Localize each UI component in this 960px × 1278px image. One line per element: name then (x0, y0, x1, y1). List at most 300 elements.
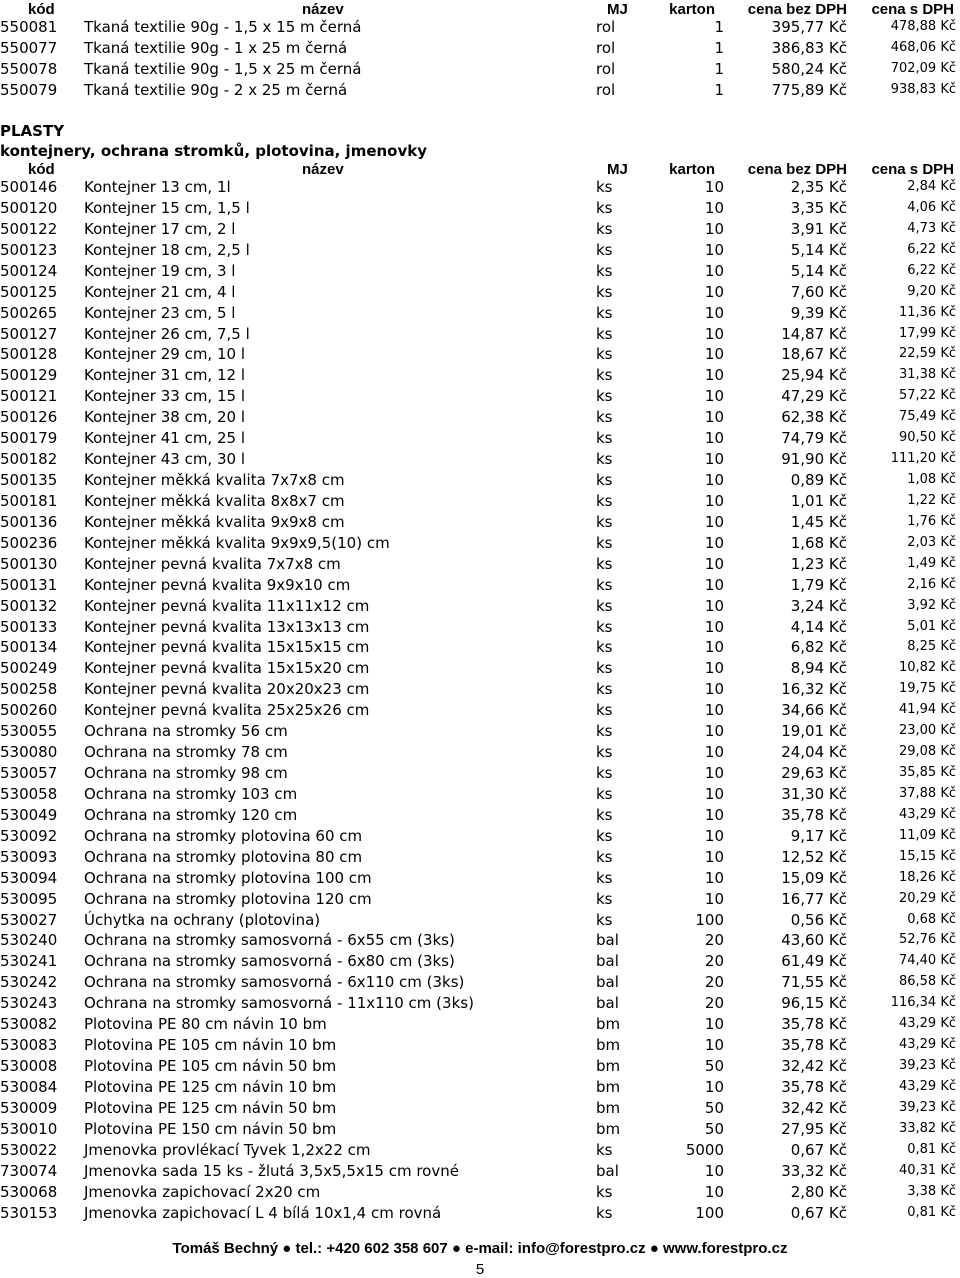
cell-vat: 40,31 Kč (898, 1162, 956, 1178)
header-price: cena bez DPH (747, 161, 847, 178)
cell-price: 35,78 Kč (781, 805, 847, 824)
cell-vat: 43,29 Kč (898, 1037, 956, 1053)
table-row (0, 554, 960, 574)
cell-vat: 6,22 Kč (907, 241, 956, 257)
cell-code: 530027 (0, 910, 58, 929)
cell-code: 500136 (0, 512, 58, 531)
cell-karton: 10 (704, 408, 724, 427)
cell-code: 500133 (0, 617, 58, 636)
cell-code: 500260 (0, 701, 58, 720)
cell-price: 35,78 Kč (781, 1015, 847, 1034)
header-mj: MJ (607, 161, 628, 178)
table-row (0, 261, 960, 281)
cell-karton: 10 (704, 659, 724, 678)
cell-vat: 52,76 Kč (898, 932, 956, 948)
cell-mj: ks (596, 303, 613, 322)
table-row (0, 303, 960, 323)
cell-mj: ks (596, 784, 613, 803)
cell-vat: 5,01 Kč (907, 618, 956, 634)
cell-price: 1,01 Kč (790, 491, 847, 510)
cell-karton: 10 (704, 868, 724, 887)
table-row (0, 1014, 960, 1034)
cell-name: Ochrana na stromky plotovina 100 cm (84, 868, 372, 887)
cell-price: 12,52 Kč (781, 847, 847, 866)
cell-mj: ks (596, 512, 613, 531)
cell-vat: 9,20 Kč (907, 283, 956, 299)
cell-vat: 11,09 Kč (898, 827, 956, 843)
cell-karton: 10 (704, 784, 724, 803)
cell-name: Tkaná textilie 90g - 1,5 x 15 m černá (84, 18, 362, 36)
table-row (0, 889, 960, 909)
cell-name: Plotovina PE 125 cm návin 50 bm (84, 1098, 337, 1117)
cell-karton: 100 (695, 910, 724, 929)
cell-code: 500128 (0, 345, 58, 364)
cell-price: 9,39 Kč (790, 303, 847, 322)
cell-vat: 20,29 Kč (898, 890, 956, 906)
cell-karton: 10 (704, 701, 724, 720)
header-mj: MJ (607, 1, 628, 18)
table-row (0, 868, 960, 888)
cell-karton: 10 (704, 178, 724, 196)
cell-price: 19,01 Kč (781, 722, 847, 741)
cell-price: 1,68 Kč (790, 533, 847, 552)
cell-price: 2,80 Kč (790, 1182, 847, 1201)
cell-code: 530094 (0, 868, 58, 887)
cell-name: Kontejner pevná kvalita 20x20x23 cm (84, 680, 370, 699)
cell-price: 32,42 Kč (781, 1098, 847, 1117)
cell-price: 1,79 Kč (790, 575, 847, 594)
cell-name: Kontejner pevná kvalita 7x7x8 cm (84, 554, 341, 573)
cell-code: 530240 (0, 931, 58, 950)
cell-code: 530055 (0, 722, 58, 741)
cell-vat: 22,59 Kč (898, 346, 956, 362)
cell-code: 530242 (0, 973, 58, 992)
cell-price: 0,67 Kč (790, 1140, 847, 1159)
cell-price: 35,78 Kč (781, 1077, 847, 1096)
table-row (0, 658, 960, 678)
cell-vat: 0,81 Kč (907, 1204, 956, 1220)
cell-mj: ks (596, 387, 613, 406)
cell-mj: bm (596, 1057, 621, 1076)
footer-contact: Tomáš Bechný ● tel.: +420 602 358 607 ● e-mail: info@forestpro.cz ● www.forestpro.cz (172, 1240, 788, 1257)
cell-code: 530243 (0, 994, 58, 1013)
cell-mj: ks (596, 1140, 613, 1159)
cell-karton: 10 (704, 638, 724, 657)
cell-mj: ks (596, 722, 613, 741)
cell-karton: 10 (704, 680, 724, 699)
cell-vat: 111,20 Kč (890, 451, 956, 467)
cell-karton: 10 (704, 1161, 724, 1180)
cell-karton: 10 (704, 240, 724, 259)
cell-code: 550077 (0, 39, 58, 57)
cell-mj: rol (596, 81, 616, 99)
cell-price: 14,87 Kč (781, 324, 847, 343)
cell-code: 500146 (0, 178, 58, 196)
cell-vat: 15,15 Kč (898, 848, 956, 864)
table-row (0, 930, 960, 950)
cell-price: 386,83 Kč (771, 39, 847, 57)
table-row (0, 177, 960, 197)
cell-mj: bm (596, 1077, 621, 1096)
cell-price: 395,77 Kč (771, 18, 847, 36)
cell-price: 0,56 Kč (790, 910, 847, 929)
cell-vat: 23,00 Kč (898, 723, 956, 739)
cell-mj: ks (596, 847, 613, 866)
cell-mj: ks (596, 261, 613, 280)
table-row (0, 449, 960, 469)
cell-mj: ks (596, 805, 613, 824)
cell-karton: 1 (714, 60, 724, 78)
cell-vat: 37,88 Kč (898, 785, 956, 801)
cell-vat: 1,49 Kč (907, 555, 956, 571)
cell-karton: 1 (714, 39, 724, 57)
cell-karton: 10 (704, 533, 724, 552)
cell-code: 530009 (0, 1098, 58, 1117)
cell-price: 8,94 Kč (790, 659, 847, 678)
header-karton: karton (669, 1, 715, 18)
cell-mj: ks (596, 910, 613, 929)
cell-vat: 702,09 Kč (890, 61, 956, 76)
cell-name: Kontejner měkká kvalita 9x9x9,5(10) cm (84, 533, 390, 552)
cell-karton: 1 (714, 18, 724, 36)
cell-name: Plotovina PE 105 cm návin 10 bm (84, 1036, 337, 1055)
cell-vat: 2,03 Kč (907, 534, 956, 550)
cell-code: 500125 (0, 282, 58, 301)
table-row (0, 17, 960, 37)
cell-code: 530068 (0, 1182, 58, 1201)
table-row (0, 700, 960, 720)
cell-mj: bm (596, 1098, 621, 1117)
cell-mj: ks (596, 701, 613, 720)
cell-name: Kontejner pevná kvalita 13x13x13 cm (84, 617, 370, 636)
cell-vat: 938,83 Kč (890, 82, 956, 97)
table-row (0, 972, 960, 992)
cell-mj: ks (596, 868, 613, 887)
cell-price: 29,63 Kč (781, 764, 847, 783)
cell-name: Kontejner pevná kvalita 15x15x15 cm (84, 638, 370, 657)
cell-vat: 2,16 Kč (907, 576, 956, 592)
cell-name: Plotovina PE 150 cm návin 50 bm (84, 1119, 337, 1138)
cell-code: 550078 (0, 60, 58, 78)
cell-vat: 74,40 Kč (898, 953, 956, 969)
cell-karton: 10 (704, 471, 724, 490)
header-karton: karton (669, 161, 715, 178)
table-row (0, 805, 960, 825)
table-row (0, 38, 960, 58)
cell-price: 62,38 Kč (781, 408, 847, 427)
cell-karton: 10 (704, 575, 724, 594)
cell-price: 35,78 Kč (781, 1036, 847, 1055)
cell-code: 500123 (0, 240, 58, 259)
cell-code: 530153 (0, 1203, 58, 1222)
table-row (0, 784, 960, 804)
cell-karton: 20 (704, 931, 724, 950)
header-code: kód (28, 1, 55, 18)
cell-code: 550081 (0, 18, 58, 36)
cell-name: Jmenovka sada 15 ks - žlutá 3,5x5,5x15 cm rovné (84, 1161, 459, 1180)
table-row (0, 847, 960, 867)
table-row (0, 910, 960, 930)
cell-name: Ochrana na stromky 103 cm (84, 784, 298, 803)
cell-karton: 10 (704, 261, 724, 280)
cell-mj: rol (596, 39, 616, 57)
cell-price: 6,82 Kč (790, 638, 847, 657)
table-row (0, 324, 960, 344)
cell-vat: 43,29 Kč (898, 1016, 956, 1032)
cell-code: 530080 (0, 743, 58, 762)
cell-mj: ks (596, 219, 613, 238)
cell-price: 15,09 Kč (781, 868, 847, 887)
cell-price: 1,45 Kč (790, 512, 847, 531)
cell-code: 530049 (0, 805, 58, 824)
cell-name: Ochrana na stromky samosvorná - 11x110 cm (3ks) (84, 994, 474, 1013)
cell-price: 43,60 Kč (781, 931, 847, 950)
cell-vat: 0,68 Kč (907, 911, 956, 927)
cell-vat: 75,49 Kč (898, 409, 956, 425)
table-row (0, 1203, 960, 1223)
cell-vat: 90,50 Kč (898, 430, 956, 446)
cell-mj: ks (596, 617, 613, 636)
cell-code: 500265 (0, 303, 58, 322)
cell-karton: 10 (704, 512, 724, 531)
cell-name: Kontejner 43 cm, 30 l (84, 450, 245, 469)
table-row (0, 1098, 960, 1118)
cell-price: 3,24 Kč (790, 596, 847, 615)
cell-vat: 2,84 Kč (907, 179, 956, 194)
cell-code: 550079 (0, 81, 58, 99)
cell-karton: 10 (704, 324, 724, 343)
table-row (0, 219, 960, 239)
cell-vat: 11,36 Kč (898, 304, 956, 320)
cell-price: 71,55 Kč (781, 973, 847, 992)
cell-mj: ks (596, 366, 613, 385)
cell-code: 500236 (0, 533, 58, 552)
cell-price: 5,14 Kč (790, 261, 847, 280)
cell-code: 500122 (0, 219, 58, 238)
cell-mj: rol (596, 60, 616, 78)
cell-price: 18,67 Kč (781, 345, 847, 364)
cell-vat: 18,26 Kč (898, 869, 956, 885)
table-row (0, 533, 960, 553)
header-vat: cena s DPH (871, 161, 954, 178)
cell-name: Kontejner 23 cm, 5 l (84, 303, 236, 322)
cell-name: Jmenovka zapichovací L 4 bílá 10x1,4 cm rovná (84, 1203, 442, 1222)
cell-code: 530093 (0, 847, 58, 866)
cell-vat: 41,94 Kč (898, 702, 956, 718)
cell-karton: 50 (704, 1098, 724, 1117)
cell-karton: 20 (704, 994, 724, 1013)
cell-price: 24,04 Kč (781, 743, 847, 762)
cell-vat: 0,81 Kč (907, 1141, 956, 1157)
cell-name: Kontejner pevná kvalita 9x9x10 cm (84, 575, 351, 594)
cell-karton: 10 (704, 596, 724, 615)
cell-vat: 39,23 Kč (898, 1058, 956, 1074)
cell-name: Ochrana na stromky 56 cm (84, 722, 288, 741)
cell-mj: bal (596, 931, 619, 950)
cell-vat: 43,29 Kč (898, 1078, 956, 1094)
cell-name: Jmenovka zapichovací 2x20 cm (84, 1182, 321, 1201)
cell-code: 500130 (0, 554, 58, 573)
table-row (0, 637, 960, 657)
cell-name: Tkaná textilie 90g - 1,5 x 25 m černá (84, 60, 362, 78)
cell-name: Ochrana na stromky 120 cm (84, 805, 298, 824)
cell-karton: 10 (704, 617, 724, 636)
header-vat: cena s DPH (871, 1, 954, 18)
cell-price: 31,30 Kč (781, 784, 847, 803)
cell-mj: ks (596, 764, 613, 783)
table-row (0, 1035, 960, 1055)
header-name: název (302, 1, 344, 18)
cell-name: Kontejner 41 cm, 25 l (84, 429, 245, 448)
cell-vat: 478,88 Kč (890, 19, 956, 34)
cell-vat: 17,99 Kč (898, 325, 956, 341)
cell-price: 96,15 Kč (781, 994, 847, 1013)
cell-karton: 10 (704, 303, 724, 322)
cell-name: Kontejner 29 cm, 10 l (84, 345, 245, 364)
cell-code: 530241 (0, 952, 58, 971)
table-row (0, 1182, 960, 1202)
table-row (0, 1140, 960, 1160)
header-price: cena bez DPH (747, 1, 847, 18)
table-row (0, 59, 960, 79)
cell-mj: ks (596, 659, 613, 678)
cell-mj: ks (596, 491, 613, 510)
cell-vat: 10,82 Kč (898, 660, 956, 676)
header-name: název (302, 161, 344, 178)
cell-name: Kontejner 13 cm, 1l (84, 178, 231, 196)
cell-name: Ochrana na stromky samosvorná - 6x55 cm (3ks) (84, 931, 455, 950)
cell-mj: ks (596, 429, 613, 448)
cell-vat: 39,23 Kč (898, 1099, 956, 1115)
cell-mj: bm (596, 1015, 621, 1034)
cell-karton: 20 (704, 973, 724, 992)
cell-code: 500132 (0, 596, 58, 615)
cell-name: Úchytka na ochrany (plotovina) (84, 910, 321, 929)
cell-karton: 10 (704, 826, 724, 845)
cell-code: 500124 (0, 261, 58, 280)
table-row (0, 491, 960, 511)
cell-mj: ks (596, 889, 613, 908)
cell-mj: ks (596, 1203, 613, 1222)
cell-price: 16,77 Kč (781, 889, 847, 908)
cell-karton: 10 (704, 554, 724, 573)
table-row (0, 742, 960, 762)
table-row (0, 721, 960, 741)
cell-mj: ks (596, 324, 613, 343)
cell-code: 500131 (0, 575, 58, 594)
cell-name: Kontejner 19 cm, 3 l (84, 261, 236, 280)
cell-name: Ochrana na stromky plotovina 60 cm (84, 826, 363, 845)
table-row (0, 512, 960, 532)
cell-price: 33,32 Kč (781, 1161, 847, 1180)
cell-karton: 10 (704, 387, 724, 406)
table-row (0, 617, 960, 637)
cell-mj: ks (596, 743, 613, 762)
cell-code: 730074 (0, 1161, 58, 1180)
cell-karton: 10 (704, 889, 724, 908)
cell-karton: 10 (704, 366, 724, 385)
cell-code: 500135 (0, 471, 58, 490)
cell-code: 530095 (0, 889, 58, 908)
cell-karton: 10 (704, 282, 724, 301)
cell-karton: 10 (704, 722, 724, 741)
cell-mj: ks (596, 826, 613, 845)
cell-name: Kontejner 18 cm, 2,5 l (84, 240, 250, 259)
cell-name: Ochrana na stromky 98 cm (84, 764, 288, 783)
cell-name: Kontejner pevná kvalita 15x15x20 cm (84, 659, 370, 678)
cell-name: Kontejner 33 cm, 15 l (84, 387, 245, 406)
cell-price: 5,14 Kč (790, 240, 847, 259)
cell-vat: 116,34 Kč (890, 995, 956, 1011)
cell-price: 580,24 Kč (771, 60, 847, 78)
cell-code: 500249 (0, 659, 58, 678)
table-row (0, 428, 960, 448)
cell-name: Kontejner 38 cm, 20 l (84, 408, 245, 427)
cell-vat: 19,75 Kč (898, 681, 956, 697)
cell-karton: 10 (704, 764, 724, 783)
table-row (0, 575, 960, 595)
cell-price: 32,42 Kč (781, 1057, 847, 1076)
cell-mj: bm (596, 1036, 621, 1055)
cell-name: Ochrana na stromky plotovina 120 cm (84, 889, 372, 908)
table-row (0, 1161, 960, 1181)
cell-code: 500127 (0, 324, 58, 343)
cell-mj: bal (596, 994, 619, 1013)
cell-karton: 5000 (685, 1140, 724, 1159)
cell-vat: 3,92 Kč (907, 597, 956, 613)
cell-mj: ks (596, 345, 613, 364)
cell-mj: bal (596, 973, 619, 992)
cell-mj: ks (596, 240, 613, 259)
cell-vat: 4,73 Kč (907, 220, 956, 236)
table-row (0, 470, 960, 490)
cell-price: 0,67 Kč (790, 1203, 847, 1222)
cell-name: Kontejner měkká kvalita 8x8x7 cm (84, 491, 345, 510)
table-row (0, 365, 960, 385)
cell-karton: 100 (695, 1203, 724, 1222)
page-number: 5 (475, 1261, 485, 1278)
cell-code: 530022 (0, 1140, 58, 1159)
cell-mj: ks (596, 554, 613, 573)
cell-vat: 43,29 Kč (898, 806, 956, 822)
cell-karton: 10 (704, 1015, 724, 1034)
cell-name: Tkaná textilie 90g - 2 x 25 m černá (84, 81, 348, 99)
table-row (0, 763, 960, 783)
cell-karton: 10 (704, 743, 724, 762)
cell-mj: ks (596, 471, 613, 490)
cell-code: 500129 (0, 366, 58, 385)
cell-vat: 57,22 Kč (898, 388, 956, 404)
table-row (0, 596, 960, 616)
cell-price: 4,14 Kč (790, 617, 847, 636)
cell-price: 7,60 Kč (790, 282, 847, 301)
section-subtitle: kontejnery, ochrana stromků, plotovina, jmenovky (0, 142, 428, 160)
table-row (0, 1056, 960, 1076)
cell-karton: 10 (704, 219, 724, 238)
table-row (0, 1077, 960, 1097)
cell-vat: 1,08 Kč (907, 472, 956, 488)
cell-karton: 10 (704, 198, 724, 217)
cell-vat: 8,25 Kč (907, 639, 956, 655)
cell-mj: ks (596, 450, 613, 469)
cell-name: Kontejner pevná kvalita 25x25x26 cm (84, 701, 370, 720)
cell-name: Kontejner měkká kvalita 9x9x8 cm (84, 512, 345, 531)
cell-karton: 10 (704, 450, 724, 469)
cell-karton: 10 (704, 345, 724, 364)
cell-karton: 10 (704, 429, 724, 448)
cell-name: Plotovina PE 125 cm návin 10 bm (84, 1077, 337, 1096)
cell-price: 3,91 Kč (790, 219, 847, 238)
